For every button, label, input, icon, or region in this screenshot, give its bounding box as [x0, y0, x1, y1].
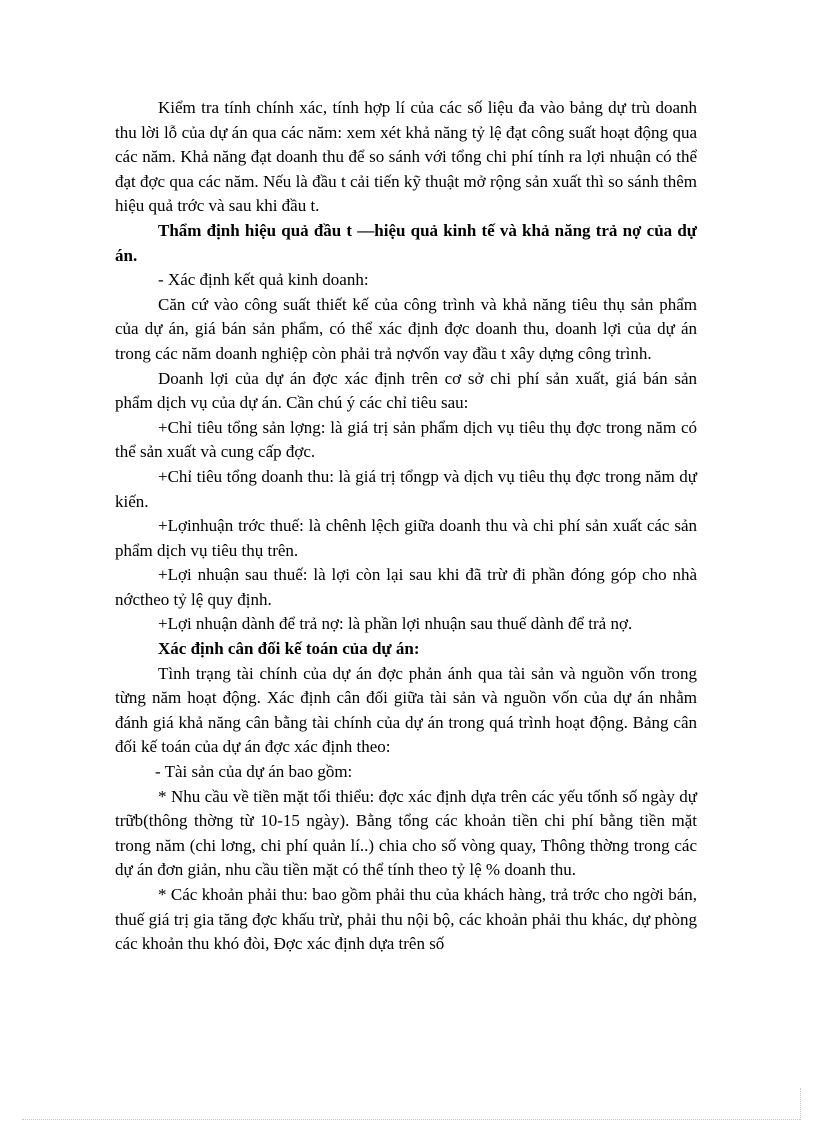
paragraph-assets-list: - Tài sản của dự án bao gồm: — [155, 762, 353, 782]
paragraph-output-indicator: +Chỉ tiêu tổng sản lợng: là giá trị sản phẩm dịch vụ tiêu thụ đợc trong năm có thể sản xuất và cung cấp đợc. — [115, 417, 697, 462]
paragraph-receivables: * Các khoản phải thu: bao gồm phải thu của khách hàng, trả trớc cho ngời bán, thuế giá trị gia tăng đợc khấu trừ, phải thu nội bộ, các khoản phải thu khác, dự phòng các khoản thu khó đòi, Đợc xác định dựa trên số — [115, 885, 697, 954]
paragraph-business-result: - Xác định kết quả kinh doanh: — [158, 270, 369, 290]
paragraph-financial-status: Tình trạng tài chính của dự án đợc phản ánh qua tài sản và nguồn vốn trong từng năm hoạt động. Xác định cân đối giữa tài sản và nguồn vốn của dự án nhằm đánh giá khả năng cân bằng tài chính của dự án trong quá trình hoạt động. Bảng cân đối kế toán của dự án đợc xác định theo: — [115, 663, 697, 757]
paragraph-revenue-indicator: +Chỉ tiêu tổng doanh thu: là giá trị tổngp và dịch vụ tiêu thụ đợc trong năm dự kiến. — [115, 466, 697, 511]
page-right-border — [800, 1088, 801, 1120]
paragraph-cash-needs: * Nhu cầu về tiền mặt tối thiểu: đợc xác định dựa trên các yếu tốnh số ngày dự trữb(thông thờng từ 10-15 ngày). Bằng tổng các khoản tiền chi phí bằng tiền mặt trong năm (chi lơng, chi phí quản lí..) chia cho số vòng quay, Thông thờng trong các dự án đơn giản, nhu cầu tiền mặt có thể tính theo tỷ lệ % doanh thu. — [115, 786, 697, 880]
paragraph-profit-basis: Doanh lợi của dự án đợc xác định trên cơ sở chi phí sản xuất, giá bán sản phẩm dịch vụ của dự án. Cần chú ý các chỉ tiêu sau: — [115, 368, 697, 413]
paragraph-debt-profit: +Lợi nhuận dành để trả nợ: là phần lợi nhuận sau thuế dành để trả nợ. — [158, 614, 633, 634]
heading-investment-efficiency: Thẩm định hiệu quả đầu t —hiệu quả kinh tế và khả năng trả nợ của dự án. — [115, 220, 697, 265]
paragraph-pretax-profit: +Lợinhuận trớc thuế: là chênh lệch giữa doanh thu và chi phí sản xuất các sản phẩm dịch vụ tiêu thụ trên. — [115, 516, 697, 560]
document-page — [115, 96, 697, 957]
heading-balance-sheet: Xác định cân đối kế toán của dự án: — [158, 639, 420, 659]
paragraph-data-check: Kiểm tra tính chính xác, tính hợp lí của các số liệu đa vào bảng dự trù doanh thu lời lỗ của dự án qua các năm: xem xét khả năng tỷ lệ đạt công suất hoạt động qua các năm. Khả năng đạt doanh thu để so sánh với tổng chi phí tính ra lợi nhuận có thể đạt đợc qua các năm. Nếu là đầu t cải tiến kỹ thuật mở rộng sản xuất thì so sánh thêm hiệu quả trớc và sau khi đầu t. — [115, 98, 697, 216]
page-bottom-border — [22, 1119, 800, 1120]
paragraph-capacity-basis: Căn cứ vào công suất thiết kế của công trình và khả năng tiêu thụ sản phẩm của dự án, giá bán sản phẩm, có thể xác định đợc doanh thu, doanh lợi của dự án trong các năm doanh nghiệp còn phải trả nợvốn vay đầu t xây dựng công trình. — [115, 294, 697, 363]
paragraph-aftertax-profit: +Lợi nhuận sau thuế: là lợi còn lại sau khi đã trừ đi phần đóng góp cho nhà nớctheo tỷ lệ quy định. — [115, 565, 697, 609]
